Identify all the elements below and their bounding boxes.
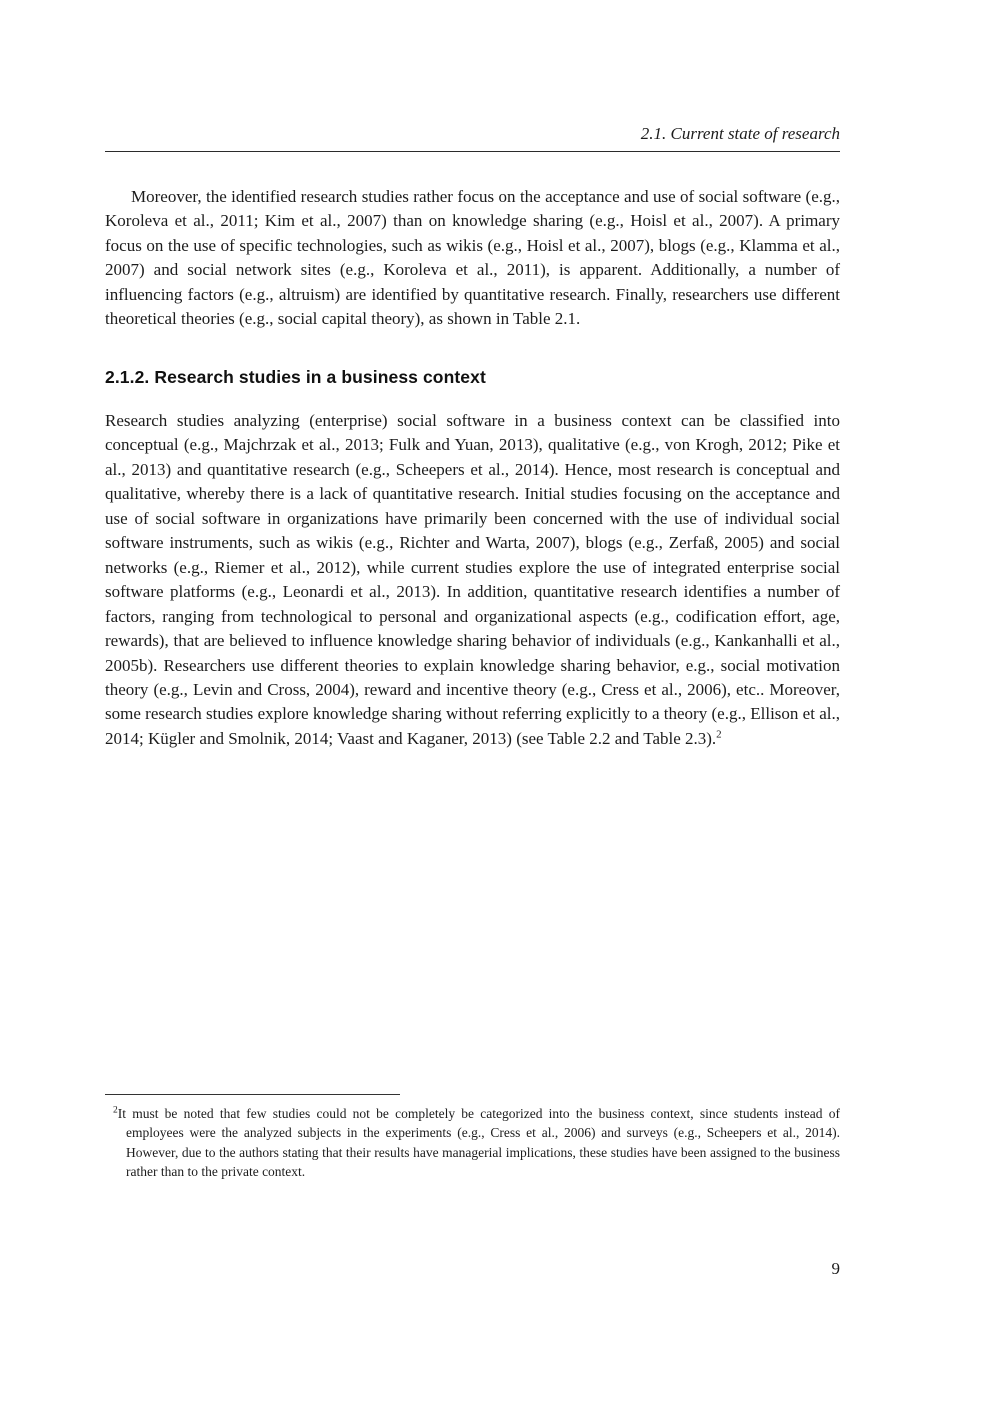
section-heading: 2.1.2. Research studies in a business context xyxy=(105,366,486,387)
header-rule xyxy=(105,151,840,152)
footnote-reference-marker: 2 xyxy=(716,728,722,741)
page-number: 9 xyxy=(831,1259,840,1278)
footnote-rule xyxy=(105,1094,400,1095)
footnote-text: It must be noted that few studies could not be completely be categorized into the business context, since students instead of employees were the analyzed subjects in the experiments (e.g., Cress et al., 2006) and surveys (e.g., Scheepers et al., 2014). However, due to the authors stating that their results have managerial implications, these studies have been assigned to the business rather than to the private context. xyxy=(117,1106,840,1179)
paragraph-current-state: Moreover, the identified research studies rather focus on the acceptance and use of social software (e.g., Koroleva et al., 2011; Kim et al., 2007) than on knowledge sharing (e.g., Hoisl et al., 2007). A primary focus on the use of specific technologies, such as wikis (e.g., Hoisl et al., 2007), blogs (e.g., Klamma et al., 2007) and social network sites (e.g., Koroleva et al., 2011), is apparent. Additionally, a number of influencing factors (e.g., altruism) are identified by quantitative research. Finally, researchers use different theoretical theories (e.g., social capital theory), as shown in Table 2.1. xyxy=(105,187,840,329)
running-header-title: 2.1. Current state of research xyxy=(640,124,840,143)
footnote-marker: 2 xyxy=(113,1105,118,1116)
page-body xyxy=(105,185,840,751)
paragraph-business-context-text: Research studies analyzing (enterprise) social software in a business context can be classified into conceptual (e.g., Majchrzak et al., 2013; Fulk and Yuan, 2013), qualitative (e.g., von Krogh, 2012; Pike et al., 2013) and quantitative research (e.g., Scheepers et al., 2014). Hence, most research is conceptual and qualitative, whereby there is a lack of quantitative research. Initial studies focusing on the acceptance and use of social software in organizations have primarily been concerned with the use of individual social software instruments, such as wikis (e.g., Richter and Warta, 2007), blogs (e.g., Zerfaß, 2005) and social networks (e.g., Riemer et al., 2012), while current studies explore the use of integrated enterprise social software platforms (e.g., Leonardi et al., 2013). In addition, quantitative research identifies a number of factors, ranging from technological to personal and organizational aspects (e.g., codification effort, age, rewards), that are believed to influence knowledge sharing behavior of individuals (e.g., Kankanhalli et al., 2005b). Researchers use different theories to explain knowledge sharing behavior, e.g., social motivation theory (e.g., Levin and Cross, 2004), reward and incentive theory (e.g., Cress et al., 2006), etc.. Moreover, some research studies explore knowledge sharing without referring explicitly to a theory (e.g., Ellison et al., 2014; Kügler and Smolnik, 2014; Vaast and Kaganer, 2013) (see Table 2.2 and Table 2.3). xyxy=(105,410,840,748)
page-header xyxy=(105,123,840,152)
footnote xyxy=(105,1104,840,1181)
footnote-block xyxy=(105,1094,840,1181)
paragraph-business-context xyxy=(105,409,840,752)
